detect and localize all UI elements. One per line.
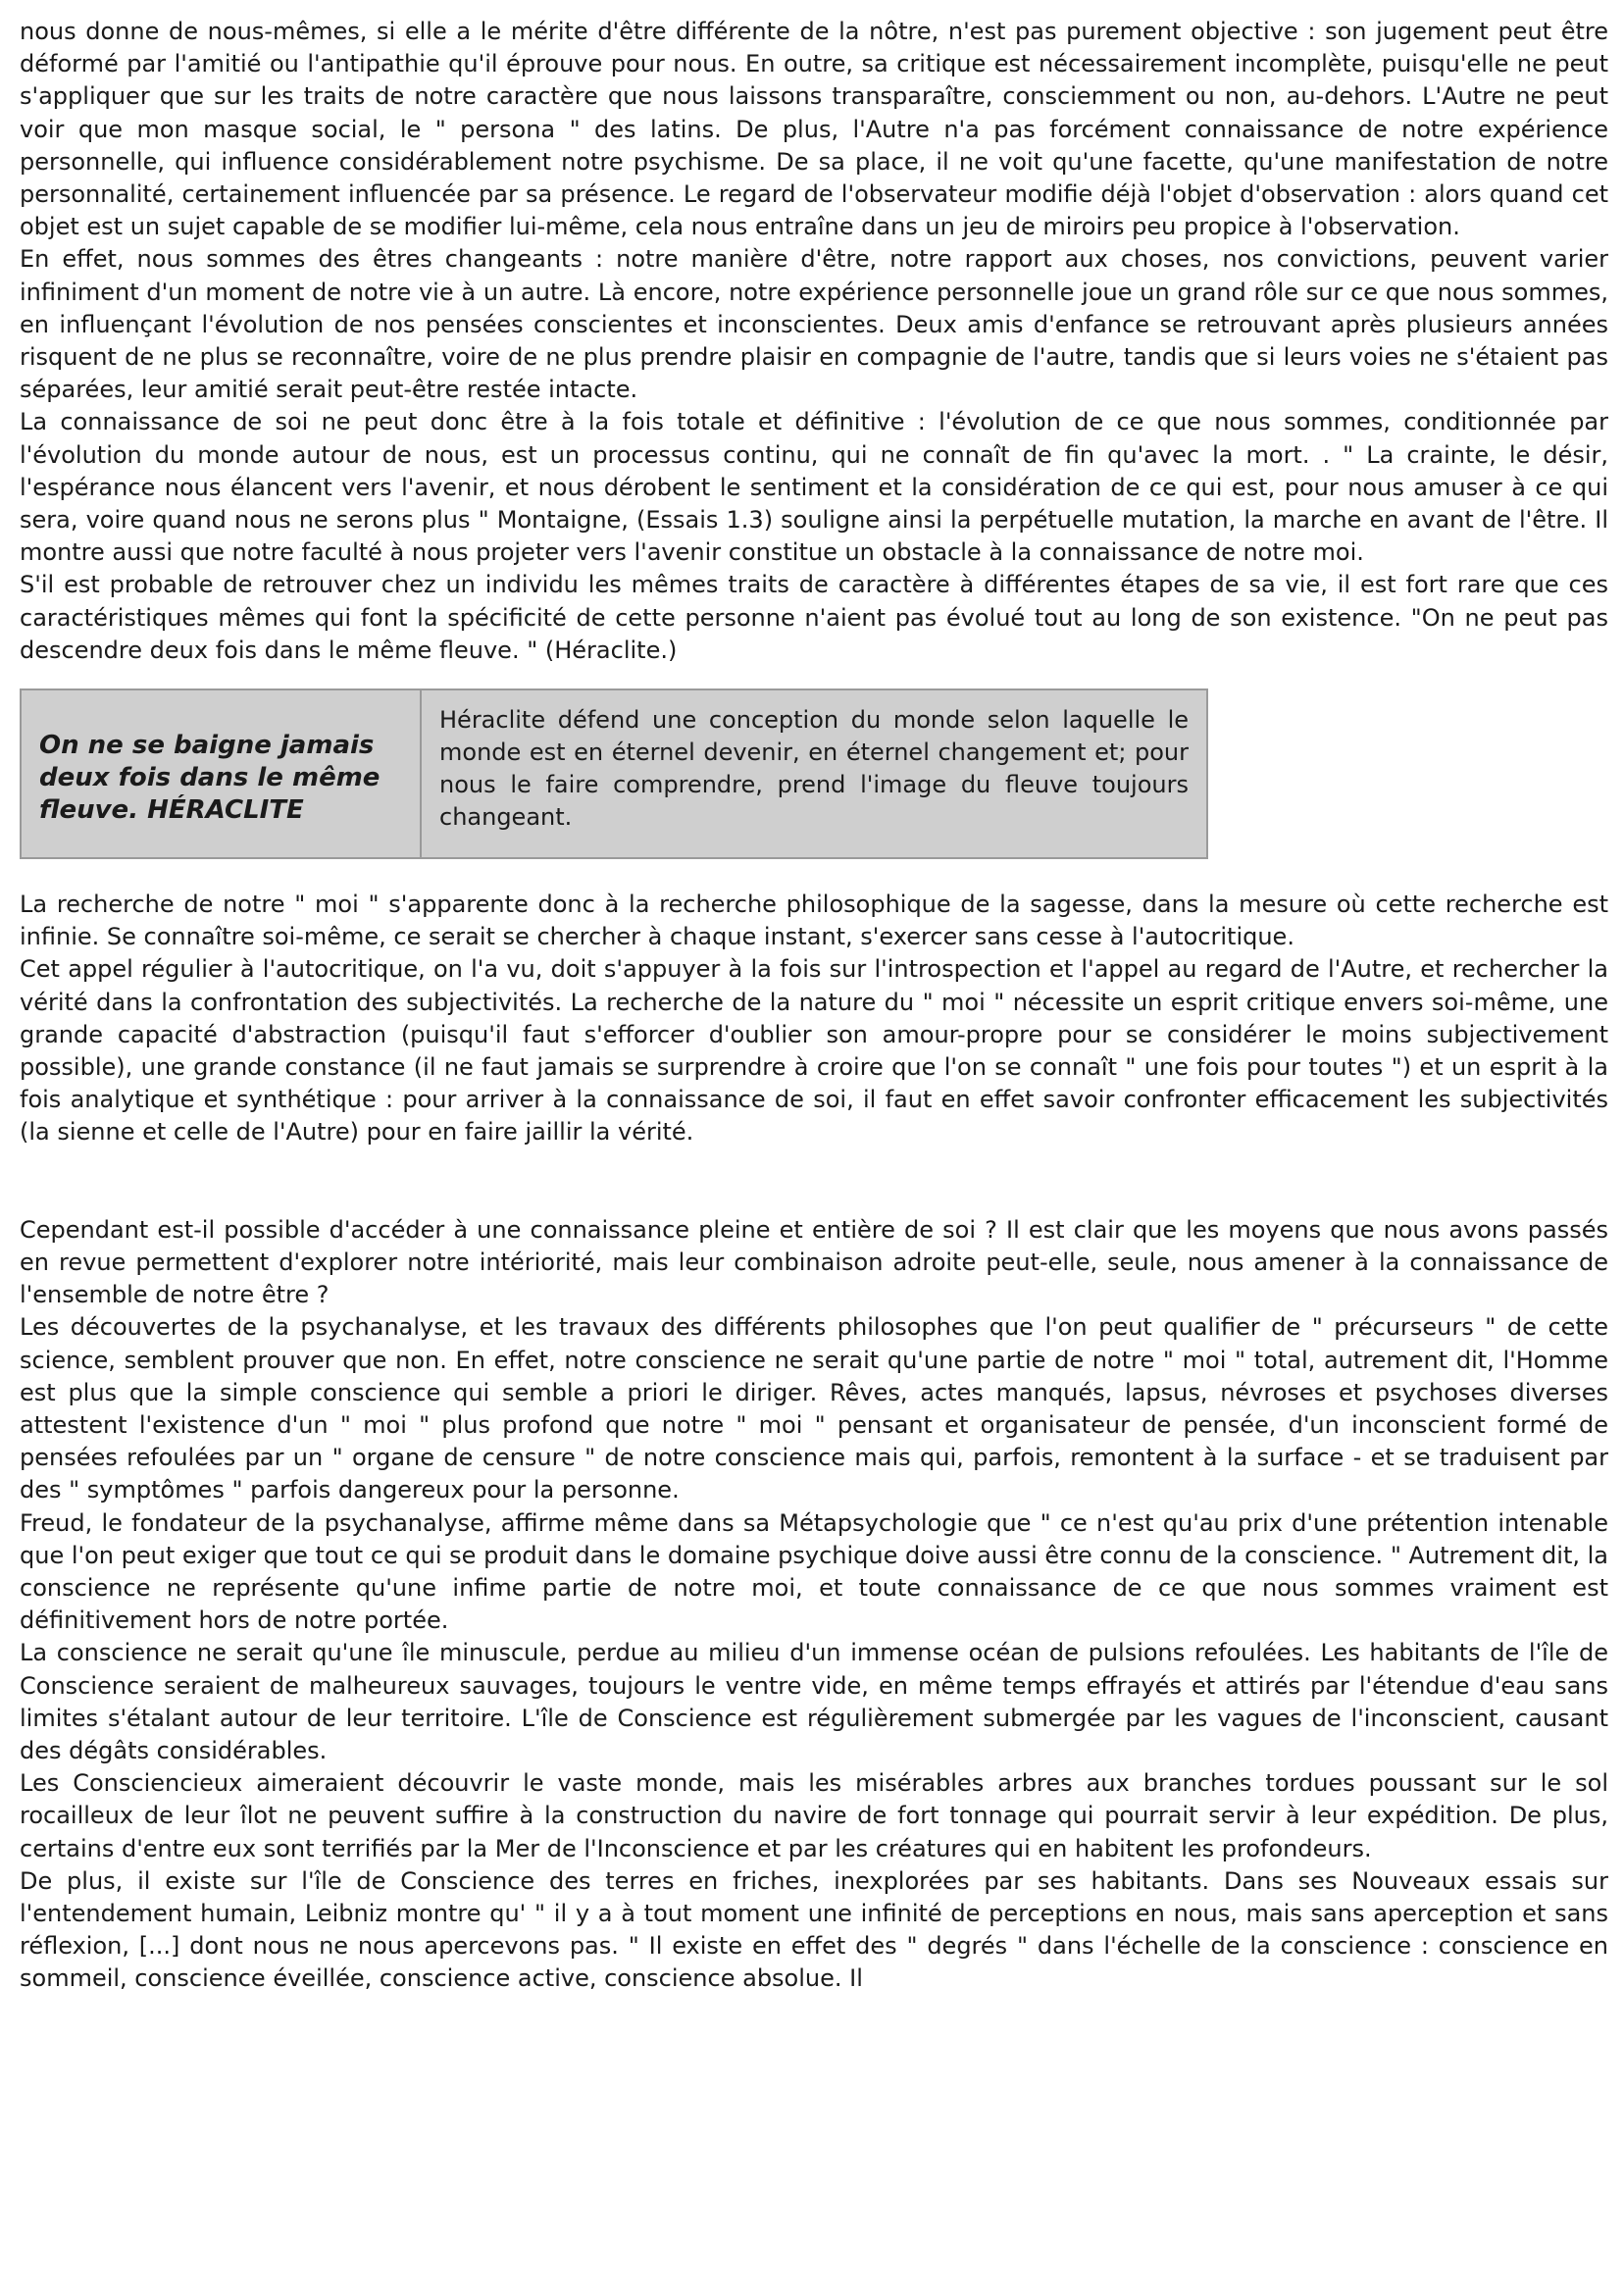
quote-explanation: Héraclite défend une conception du monde selon laquelle le monde est en éternel devenir, en éternel changement et; pour nous le faire comprendre, prend l'image du fleuve toujours changeant. <box>439 706 1189 832</box>
paragraph-leibniz: De plus, il existe sur l'île de Conscience des terres en friches, inexplorées par ses habitants. Dans ses Nouveaux essais sur l'entendement humain, Leibniz montre qu' " il y a à tout moment une infinité de perceptions en nous, mais sans aperception et sans réflexion, [...] dont nous ne nous apercevons pas. " Il existe en effet des " degrés " dans l'échelle de la conscience : conscience en sommeil, conscience éveillée, conscience active, conscience absolue. Il <box>20 1866 1608 1993</box>
paragraph-psychanalyse: Les découvertes de la psychanalyse, et les travaux des différents philosophes que l'on peut qualifier de " précurseurs " de cette science, semblent prouver que non. En effet, notre conscience ne serait qu'une partie de notre " moi " total, autrement dit, l'Homme est plus que la simple conscience qui semble a priori le diriger. Rêves, actes manqués, lapsus, névroses et psychoses diverses attestent l'existence d'un " moi " plus profond que notre " moi " pensant et organisateur de pensée, d'un inconscient formé de pensées refoulées par un " organe de censure " de notre conscience mais qui, parfois, remontent à la surface - et se traduisent par des " symptômes " parfois dangereux pour la personne. <box>20 1313 1608 1504</box>
paragraph-autocritique: Cet appel régulier à l'autocritique, on l'a vu, doit s'appuyer à la fois sur l'introspection et l'appel au regard de l'Autre, et rechercher la vérité dans la confrontation des subjectivités. La recherche de la nature du " moi " nécessite un esprit critique envers soi-même, une grande capacité d'abstraction (puisqu'il faut s'efforcer d'oublier son amour-propre pour se considérer le moins subjectivement possible), une grande constance (il ne faut jamais se surprendre à croire que l'on se connaît " une fois pour toutes ") et un esprit à la fois analytique et synthétique : pour arriver à la connaissance de soi, il faut en effet savoir confronter efficacement les subjectivités (la sienne et celle de l'Autre) pour en faire jaillir la vérité. <box>20 955 1608 1147</box>
paragraph-recherche-moi: La recherche de notre " moi " s'apparente donc à la recherche philosophique de la sagesse, dans la mesure où cette recherche est infinie. Se connaître soi-même, ce serait se chercher à chaque instant, s'exercer sans cesse à l'autocritique. <box>20 891 1608 951</box>
paragraph-connaissance-definitive: La connaissance de soi ne peut donc être à la fois totale et définitive : l'évolution de ce que nous sommes, conditionnée par l'évolution du monde autour de nous, est un processus continu, qui ne connaît de fin qu'avec la mort. . " La crainte, le désir, l'espérance nous élancent vers l'avenir, et nous dérobent le sentiment et la considération de ce qui est, pour nous amuser à ce qui sera, voire quand nous ne serons plus " Montaigne, (Essais 1.3) souligne ainsi la perpétuelle mutation, la marche en avant de l'être. Il montre aussi que notre faculté à nous projeter vers l'avenir constitue un obstacle à la connaissance de notre moi. <box>20 408 1608 567</box>
spacer <box>20 1149 1608 1214</box>
paragraph-consciencieux: Les Consciencieux aimeraient découvrir le vaste monde, mais les misérables arbres aux branches tordues poussant sur le sol rocailleux de leur îlot ne peuvent suffire à la construction du navire de fort tonnage qui pourrait servir à leur expédition. De plus, certains d'entre eux sont terrifiés par la Mer de l'Inconscience et par les créatures qui en habitent les profondeurs. <box>20 1769 1608 1862</box>
paragraph-freud: Freud, le fondateur de la psychanalyse, affirme même dans sa Métapsychologie que " ce n'est qu'au prix d'une prétention intenable que l'on peut exiger que tout ce qui se produit dans le domaine psychique doive aussi être connu de la conscience. " Autrement dit, la conscience ne représente qu'une infime partie de notre moi, et toute connaissance de ce que nous sommes vraiment est définitivement hors de notre portée. <box>20 1508 1608 1635</box>
quote-text: On ne se baigne jamais deux fois dans le même fleuve. HÉRACLITE <box>22 690 422 857</box>
paragraph-etres-changeants: En effet, nous sommes des êtres changeants : notre manière d'être, notre rapport aux choses, nos convictions, peuvent varier infiniment d'un moment de notre vie à un autre. Là encore, notre expérience personnelle joue un grand rôle sur ce que nous sommes, en influençant l'évolution de nos pensées conscientes et inconscientes. Deux amis d'enfance se retrouvant après plusieurs années risquent de ne plus se reconnaître, voire de ne plus prendre plaisir en compagnie de l'autre, tandis que si leurs voies ne s'étaient pas séparées, leur amitié serait peut-être restée intacte. <box>20 245 1608 404</box>
paragraph-connaissance-pleine: Cependant est-il possible d'accéder à une connaissance pleine et entière de soi ? Il est clair que les moyens que nous avons passés en revue permettent d'explorer notre intériorité, mais leur combinaison adroite peut-elle, seule, nous amener à la connaissance de l'ensemble de notre être ? <box>20 1215 1608 1309</box>
document-page <box>20 16 1608 1996</box>
quote-box <box>20 688 1208 859</box>
paragraph-ile-conscience: La conscience ne serait qu'une île minuscule, perdue au milieu d'un immense océan de pulsions refoulées. Les habitants de l'île de Conscience seraient de malheureux sauvages, toujours le ventre vide, en même temps effrayés et attirés par l'étendue d'eau sans limites s'étalant autour de leur territoire. L'île de Conscience est régulièrement submergée par les vagues de l'inconscient, causant des dégâts considérables. <box>20 1639 1608 1764</box>
paragraph-autre-critique: nous donne de nous-mêmes, si elle a le mérite d'être différente de la nôtre, n'est pas purement objective : son jugement peut être déformé par l'amitié ou l'antipathie qu'il éprouve pour nous. En outre, sa critique est nécessairement incomplète, puisqu'elle ne peut s'appliquer que sur les traits de notre caractère que nous laissons transparaître, consciemment ou non, au-dehors. L'Autre ne peut voir que mon masque social, le " persona " des latins. De plus, l'Autre n'a pas forcément connaissance de notre expérience personnelle, qui influence considérablement notre psychisme. De sa place, il ne voit qu'une facette, qu'une manifestation de notre personnalité, certainement influencée par sa présence. Le regard de l'observateur modifie déjà l'objet d'observation : alors quand cet objet est un sujet capable de se modifier lui-même, cela nous entraîne dans un jeu de miroirs peu propice à l'observation. <box>20 18 1608 241</box>
paragraph-heraclite-fleuve: S'il est probable de retrouver chez un individu les mêmes traits de caractère à différentes étapes de sa vie, il est fort rare que ces caractéristiques mêmes qui font la spécificité de cette personne n'aient pas évolué tout au long de son existence. "On ne peut pas descendre deux fois dans le même fleuve. " (Héraclite.) <box>20 571 1608 664</box>
spacer <box>20 859 1608 889</box>
